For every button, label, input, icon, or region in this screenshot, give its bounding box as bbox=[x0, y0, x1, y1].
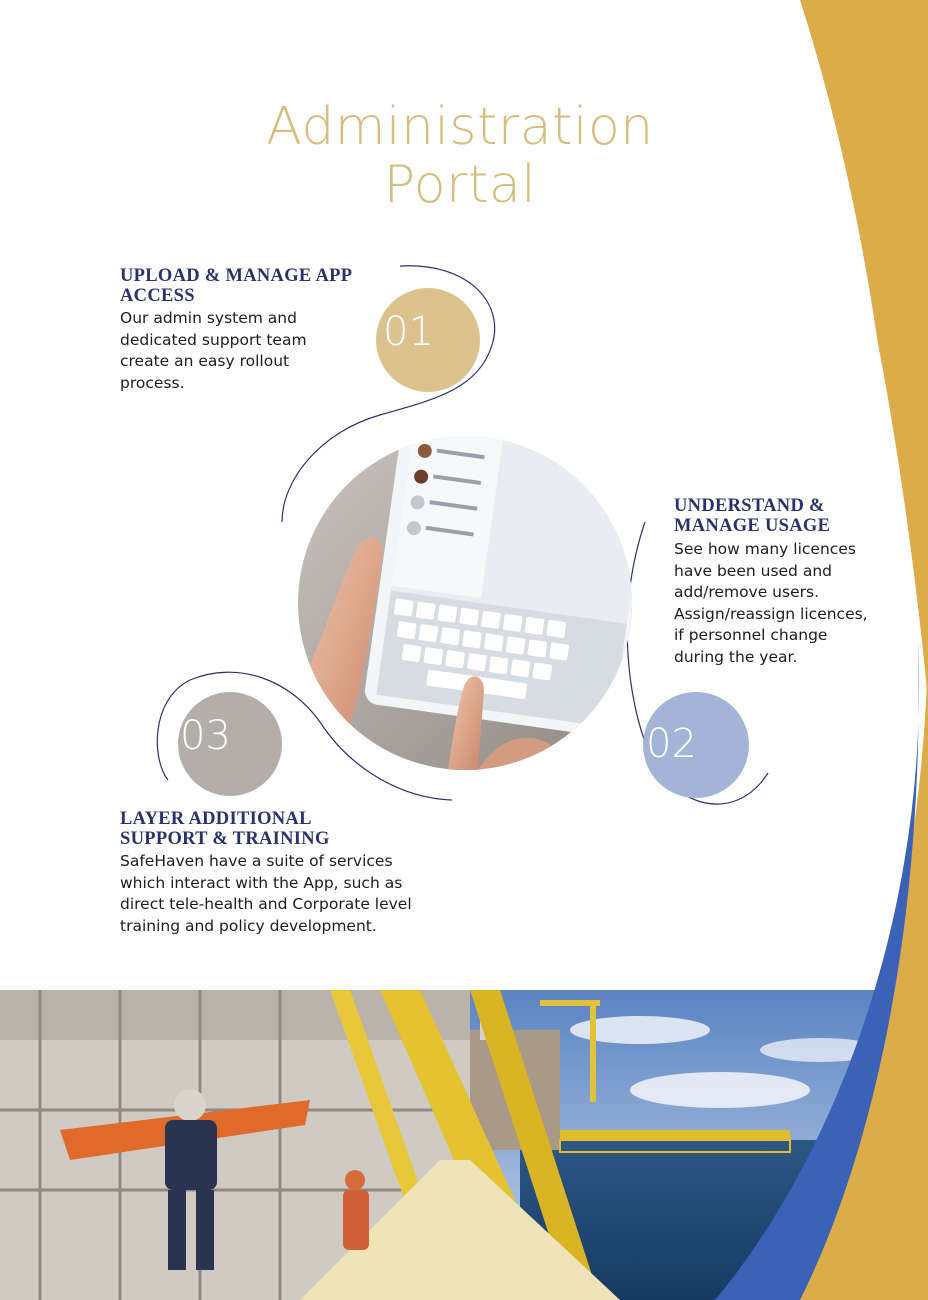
step-01-body-line: create an easy rollout bbox=[120, 352, 290, 370]
step-02-heading-line: MANAGE USAGE bbox=[674, 516, 831, 536]
step-01-body-line: dedicated support team bbox=[120, 330, 307, 349]
step-02-body-line: See how many licences bbox=[674, 540, 856, 558]
step-02-body-line: add/remove users. bbox=[674, 583, 819, 601]
step-01-heading-line: ACCESS bbox=[120, 286, 195, 306]
step-01-body-line: process. bbox=[120, 373, 185, 392]
step-03-body-line: training and policy development. bbox=[120, 916, 377, 935]
step-02-body-line: Assign/reassign licences, bbox=[674, 604, 868, 623]
step-02-heading-line: UNDERSTAND & bbox=[674, 496, 825, 516]
step-02-body-line: during the year. bbox=[674, 647, 798, 666]
step-01-heading-line: UPLOAD & MANAGE APP bbox=[120, 266, 353, 286]
step-01-body-line: Our admin system and bbox=[120, 309, 297, 327]
title-line-1: Administration bbox=[266, 97, 654, 157]
step-03-body-line: direct tele-health and Corporate level bbox=[120, 895, 412, 913]
step-01-number: 01 bbox=[383, 309, 434, 355]
step-02-number: 02 bbox=[646, 721, 697, 767]
step-03-body-line: SafeHaven have a suite of services bbox=[120, 852, 393, 870]
step-03-body-line: which interact with the App, such as bbox=[120, 873, 403, 892]
step-02-body-line: have been used and bbox=[674, 561, 832, 580]
step-03-heading-line: LAYER ADDITIONAL bbox=[120, 809, 312, 829]
step-03-number: 03 bbox=[180, 713, 231, 759]
title-line-2: Portal bbox=[383, 155, 537, 215]
step-02-body-line: if personnel change bbox=[674, 626, 828, 644]
step-03-heading-line: SUPPORT & TRAINING bbox=[120, 829, 330, 849]
